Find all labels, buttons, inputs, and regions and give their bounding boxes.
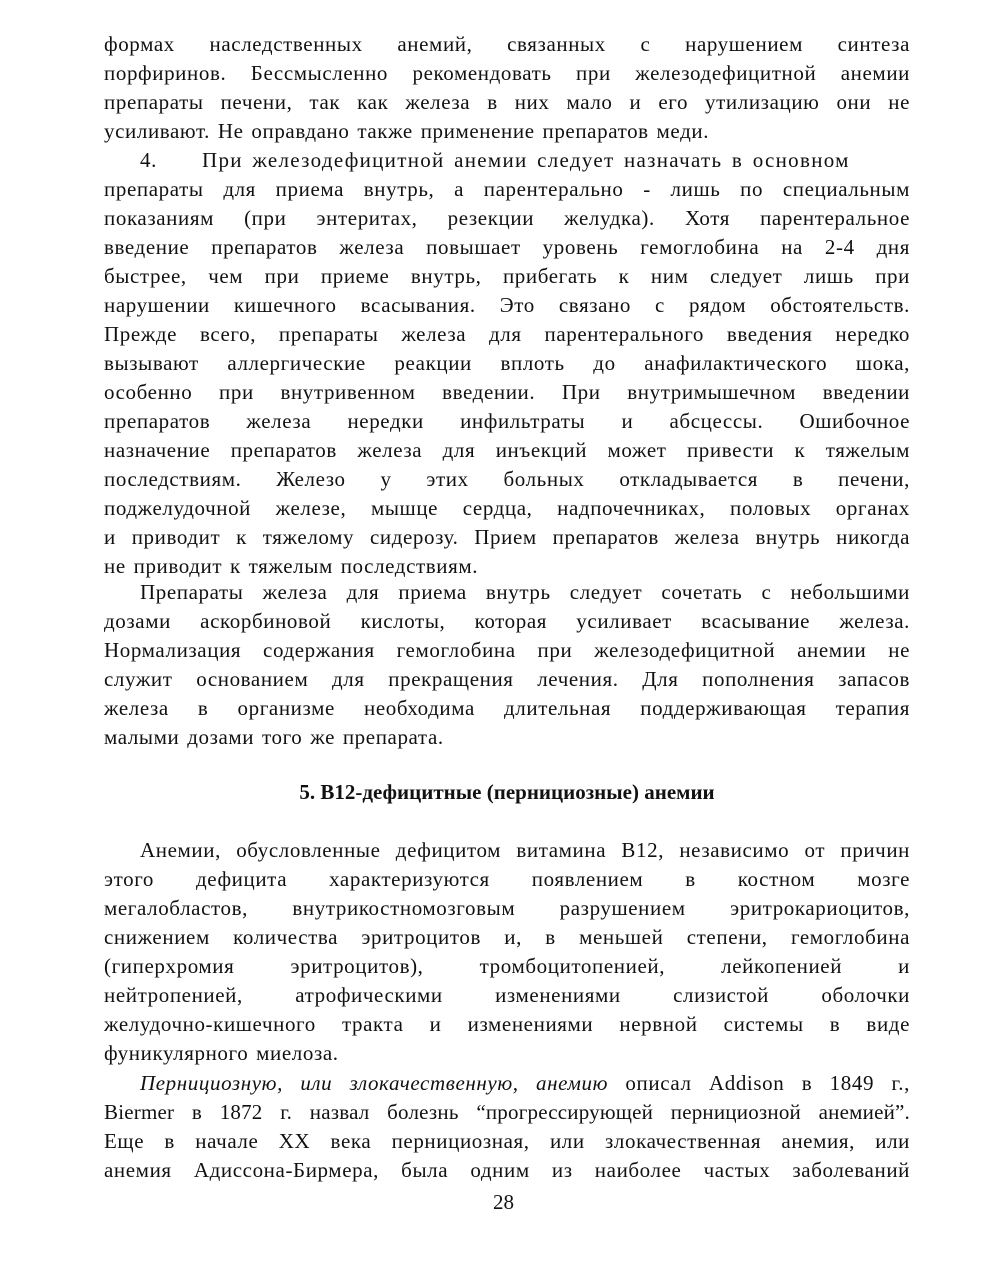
text-line: желудочно-кишечного тракта и изменениями нервной системы в виде	[104, 1012, 910, 1036]
text-line: быстрее, чем при приеме внутрь, прибегать к ним следует лишь при	[104, 264, 910, 288]
text-line: последствиям. Железо у этих больных откладывается в печени,	[104, 467, 910, 491]
text-line: снижением количества эритроцитов и, в меньшей степени, гемоглобина	[104, 925, 910, 949]
text-line: Еще в начале XX века пернициозная, или злокачественная анемия, или	[104, 1129, 910, 1153]
text-line: усиливают. Не оправдано также применение препаратов меди.	[104, 119, 710, 143]
text-line: служит основанием для прекращения лечения. Для пополнения запасов	[104, 667, 910, 691]
text-line: нейтропенией, атрофическими изменениями слизистой оболочки	[104, 983, 910, 1007]
text-line: мегалобластов, внутрикостномозговым разрушением эритрокариоцитов,	[104, 896, 910, 920]
text-line: нарушении кишечного всасывания. Это связано с рядом обстоятельств.	[104, 293, 910, 317]
text-line-mixed	[104, 1069, 910, 1098]
text-line: препараты печени, так как железа в них мало и его утилизацию они не	[104, 90, 910, 114]
text-line: и приводит к тяжелому сидерозу. Прием препаратов железа внутрь никогда	[104, 525, 910, 549]
text-line: Нормализация содержания гемоглобина при железодефицитной анемии не	[104, 638, 910, 662]
paragraph-pernicious-history	[104, 1069, 910, 1185]
text-line: не приводит к тяжелым последствиям.	[104, 554, 479, 578]
text-line: (гиперхромия эритроцитов), тромбоцитопенией, лейкопенией и	[104, 954, 910, 978]
item-first-text: При железодефицитной анемии следует назначать в основном	[202, 148, 850, 172]
page-number: 28	[493, 1190, 514, 1214]
text-line: введение препаратов железа повышает уровень гемоглобина на 2-4 дня	[104, 235, 910, 259]
text-line: формах наследственных анемий, связанных с нарушением синтеза	[104, 32, 910, 56]
paragraph-oral-iron	[104, 578, 910, 752]
section-heading: 5. В12-дефицитные (пернициозные) анемии	[299, 780, 715, 804]
text-line: Препараты железа для приема внутрь следует сочетать с небольшими	[140, 580, 910, 604]
text-line: Biermer в 1872 г. назвал болезнь “прогрессирующей пернициозной анемией”.	[104, 1100, 910, 1124]
text-line: назначение препаратов железа для инъекций может привести к тяжелым	[104, 438, 910, 462]
paragraph-continuation	[104, 30, 910, 146]
text-line: показаниям (при энтеритах, резекции желудка). Хотя парентеральное	[104, 206, 910, 230]
text-line: анемия Адиссона-Бирмера, была одним из наиболее частых заболеваний	[104, 1158, 910, 1182]
paragraph-b12-anemia	[104, 836, 910, 1068]
text-line: вызывают аллергические реакции вплоть до анафилактического шока,	[104, 351, 910, 375]
text-line: препараты для приема внутрь, а парентерально - лишь по специальным	[104, 177, 910, 201]
text-line: поджелудочной железе, мышце сердца, надпочечниках, половых органах	[104, 496, 910, 520]
text-line: особенно при внутривенном введении. При внутримышечном введении	[104, 380, 910, 404]
italic-term: Пернициозную, или злокачественную, анемию	[140, 1071, 609, 1095]
paragraph-item-4	[104, 146, 910, 581]
text-line-rest: описал Addison в 1849 г.,	[608, 1071, 910, 1095]
text-line: Анемии, обусловленные дефицитом витамина В12, независимо от причин	[140, 838, 910, 862]
text-line: малыми дозами того же препарата.	[104, 725, 444, 749]
text-line: препаратов железа нередки инфильтраты и абсцессы. Ошибочное	[104, 409, 910, 433]
item-first-line	[104, 146, 944, 175]
text-line: железа в организме необходима длительная поддерживающая терапия	[104, 696, 910, 720]
text-line: порфиринов. Бессмысленно рекомендовать при железодефицитной анемии	[104, 61, 910, 85]
text-line: фуникулярного миелоза.	[104, 1041, 339, 1065]
text-line: этого дефицита характеризуются появлением в костном мозге	[104, 867, 910, 891]
text-line: Прежде всего, препараты железа для парентерального введения нередко	[104, 322, 910, 346]
text-line: дозами аскорбиновой кислоты, которая усиливает всасывание железа.	[104, 609, 910, 633]
item-number: 4.	[140, 148, 157, 172]
